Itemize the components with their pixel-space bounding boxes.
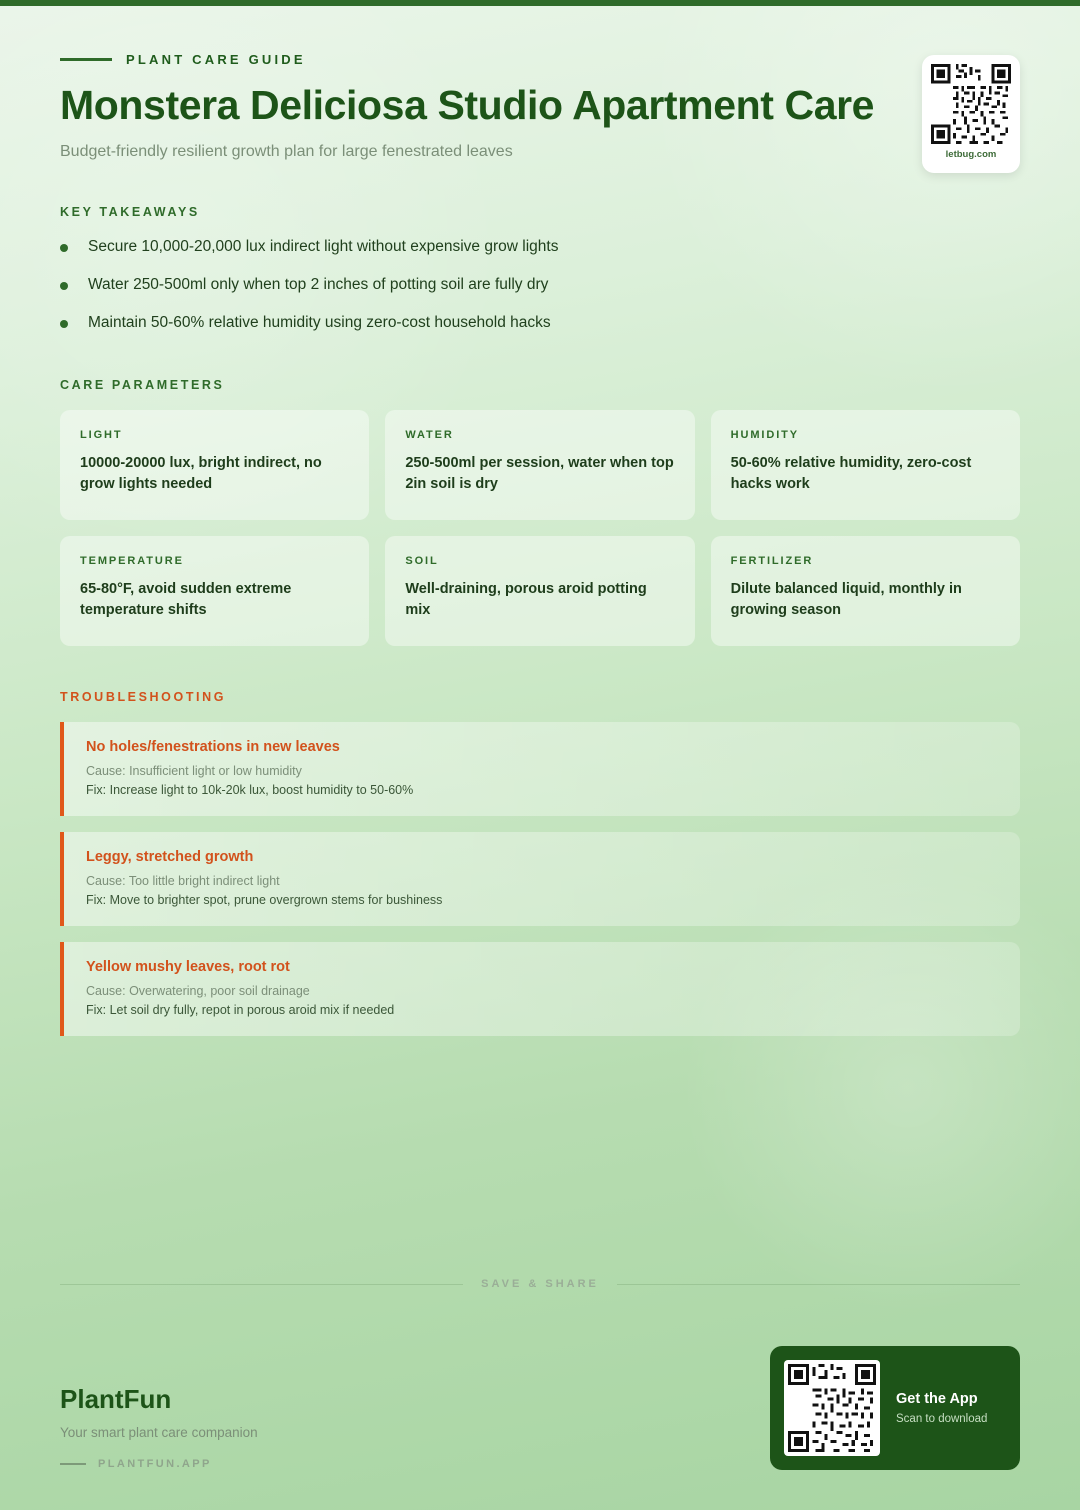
app-subtitle: Scan to download: [896, 1413, 988, 1425]
takeaways-heading: KEY TAKEAWAYS: [60, 204, 200, 219]
list-item: [60, 237, 1020, 258]
save-share-label: SAVE & SHARE: [481, 1278, 599, 1290]
page-header: [60, 0, 1020, 161]
care-parameter-key: HUMIDITY: [730, 428, 800, 441]
care-parameter-value: 50-60% relative humidity, zero-cost hacks work: [730, 454, 972, 492]
bullet-icon: [60, 320, 68, 328]
troubleshooting-list: [60, 722, 1020, 1036]
troubleshooting-item: [60, 722, 1020, 816]
qr-code-icon: [931, 64, 1011, 144]
header-qr-label: letbug.com: [945, 149, 997, 160]
takeaway-text: Water 250-500ml only when top 2 inches of potting soil are fully dry: [88, 275, 549, 293]
care-parameter-card: [60, 536, 369, 646]
page-title: Monstera Deliciosa Studio Apartment Care: [60, 82, 875, 128]
app-title: Get the App: [896, 1391, 978, 1407]
care-parameter-value: 250-500ml per session, water when top 2in soil is dry: [405, 454, 674, 492]
care-parameter-value: 65-80°F, avoid sudden extreme temperature shifts: [80, 580, 292, 618]
care-parameters-grid: [60, 410, 1020, 646]
issue-title: No holes/fenestrations in new leaves: [86, 738, 340, 755]
brand-block: [60, 1384, 258, 1470]
troubleshooting-item: [60, 942, 1020, 1036]
care-parameter-card: [385, 410, 694, 520]
care-parameter-value: Dilute balanced liquid, monthly in growing season: [730, 580, 962, 618]
issue-cause: Cause: Insufficient light or low humidity: [86, 763, 302, 778]
care-parameter-value: Well-draining, porous aroid potting mix: [405, 580, 647, 618]
issue-cause: Cause: Too little bright indirect light: [86, 873, 280, 888]
bullet-icon: [60, 244, 68, 252]
issue-fix: Fix: Increase light to 10k-20k lux, boost humidity to 50-60%: [86, 782, 414, 797]
brand-tagline: Your smart plant care companion: [60, 1425, 258, 1440]
divider-line-left: [60, 1284, 463, 1285]
footer-row: [60, 1346, 1020, 1470]
care-parameter-value: 10000-20000 lux, bright indirect, no grow lights needed: [80, 454, 322, 492]
care-parameter-key: TEMPERATURE: [80, 554, 184, 567]
care-parameter-key: FERTILIZER: [730, 554, 814, 567]
list-item: [60, 275, 1020, 296]
takeaway-text: Maintain 50-60% relative humidity using zero-cost household hacks: [88, 313, 551, 331]
care-parameter-card: [711, 410, 1020, 520]
care-parameter-card: [711, 536, 1020, 646]
brand-url-row: [60, 1458, 258, 1470]
page-subtitle: Budget-friendly resilient growth plan for large fenestrated leaves: [60, 142, 513, 160]
brand-name: PlantFun: [60, 1384, 172, 1414]
issue-fix: Fix: Let soil dry fully, repot in porous aroid mix if needed: [86, 1002, 395, 1017]
eyebrow-dash-icon: [60, 58, 112, 61]
header-qr-card[interactable]: [922, 55, 1020, 173]
app-qr-code-icon: [784, 1360, 880, 1456]
get-the-app-card[interactable]: [770, 1346, 1020, 1470]
brand-url: PLANTFUN.APP: [98, 1458, 212, 1470]
eyebrow: [60, 52, 1020, 67]
issue-title: Leggy, stretched growth: [86, 848, 254, 865]
care-parameter-key: SOIL: [405, 554, 439, 567]
care-parameter-key: WATER: [405, 428, 454, 441]
divider-line-right: [617, 1284, 1020, 1285]
takeaways-list: [60, 237, 1020, 334]
care-parameter-card: [385, 536, 694, 646]
issue-title: Yellow mushy leaves, root rot: [86, 958, 290, 975]
troubleshooting-item: [60, 832, 1020, 926]
care-parameter-card: [60, 410, 369, 520]
troubleshooting-heading: TROUBLESHOOTING: [60, 689, 227, 704]
care-parameter-key: LIGHT: [80, 428, 123, 441]
list-item: [60, 313, 1020, 334]
takeaway-text: Secure 10,000-20,000 lux indirect light without expensive grow lights: [88, 237, 559, 255]
app-text-block: [896, 1391, 987, 1425]
url-dash-icon: [60, 1463, 86, 1465]
bullet-icon: [60, 282, 68, 290]
parameters-heading: CARE PARAMETERS: [60, 377, 225, 392]
issue-cause: Cause: Overwatering, poor soil drainage: [86, 983, 310, 998]
page-footer: [0, 1278, 1080, 1510]
save-share-divider: [60, 1278, 1020, 1290]
issue-fix: Fix: Move to brighter spot, prune overgrown stems for bushiness: [86, 892, 443, 907]
eyebrow-label: PLANT CARE GUIDE: [126, 52, 306, 67]
